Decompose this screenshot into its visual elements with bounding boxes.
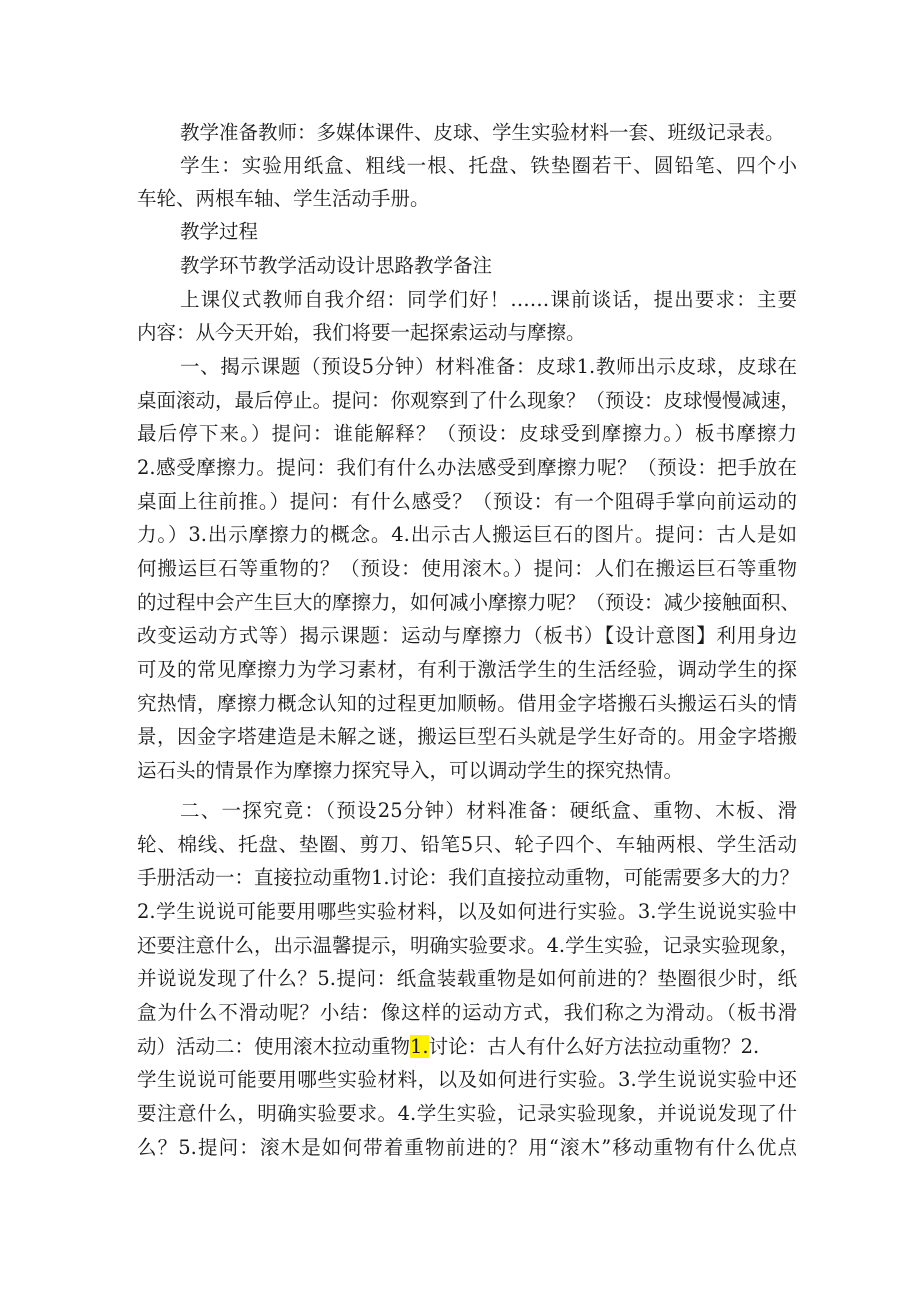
text-line: 么？5.提问：滚木是如何带着重物前进的？用“滚木”移动重物有什么优点 — [137, 1136, 797, 1159]
text-line: 并说说发现了什么？5.提问：纸盒装载重物是如何前进的？垫圈很少时，纸 — [137, 967, 797, 990]
highlighted-marker: 1. — [410, 1035, 429, 1058]
text-line: 内容：从今天开始，我们将要一起探索运动与摩擦。 — [137, 321, 586, 344]
text-line: 力。）3.出示摩擦力的概念。4.出示古人搬运巨石的图片。提问：古人是如 — [137, 523, 797, 546]
text-line: 景，因金字塔建造是未解之谜，搬运巨型石头就是学生好奇的。用金字塔搬 — [137, 725, 797, 748]
text-line: 究热情，摩擦力概念认知的过程更加顺畅。借用金字塔搬石头搬运石头的情 — [137, 692, 797, 715]
text-line: 学生说说可能要用哪些实验材料，以及如何进行实验。3.学生说说实验中还 — [137, 1068, 797, 1091]
text-segment: 动）活动二：使用滚木拉动重物 — [137, 1035, 411, 1058]
section-heading: 教学过程 — [180, 220, 259, 243]
text-line: 教学准备教师：多媒体课件、皮球、学生实验材料一套、班级记录表。 — [180, 121, 785, 144]
text-line: 还要注意什么，出示温馨提示，明确实验要求。4.学生实验，记录实验现象， — [137, 934, 800, 957]
text-segment: 讨论：古人有什么好方法拉动重物？2. — [428, 1035, 760, 1058]
text-line: 运石头的情景作为摩擦力探究导入，可以调动学生的探究热情。 — [137, 759, 684, 782]
text-line: 2.感受摩擦力。提问：我们有什么办法感受到摩擦力呢？（预设：把手放在 — [137, 456, 797, 479]
text-line — [137, 1031, 797, 1063]
text-line: 上课仪式教师自我介绍：同学们好！……课前谈话，提出要求：主要 — [180, 288, 797, 311]
text-line: 2.学生说说可能要用哪些实验材料，以及如何进行实验。3.学生说说实验中 — [137, 900, 797, 923]
text-line: 要注意什么，明确实验要求。4.学生实验，记录实验现象，并说说发现了什 — [137, 1102, 797, 1125]
text-line: 一、揭示课题（预设5分钟）材料准备：皮球1.教师出示皮球，皮球在 — [180, 355, 797, 378]
text-line: 二、一探究竟：（预设25分钟）材料准备：硬纸盒、重物、木板、滑 — [180, 799, 797, 822]
text-line: 手册活动一：直接拉动重物1.讨论：我们直接拉动重物，可能需要多大的力？ — [137, 866, 800, 889]
text-line: 最后停下来。）提问：谁能解释？（预设：皮球受到摩擦力。）板书摩擦力 — [137, 422, 797, 445]
text-line: 桌面滚动，最后停止。提问：你观察到了什么现象？（预设：皮球慢慢减速， — [137, 389, 801, 412]
text-line: 学生：实验用纸盒、粗线一根、托盘、铁垫圈若干、圆铅笔、四个小 — [180, 154, 797, 177]
text-line: 盒为什么不滑动呢？小结：像这样的运动方式，我们称之为滑动。（板书滑 — [137, 1001, 797, 1024]
text-line: 改变运动方式等）揭示课题：运动与摩擦力（板书）【设计意图】利用身边 — [137, 624, 797, 647]
text-line: 的过程中会产生巨大的摩擦力，如何减小摩擦力呢？（预设：减少接触面积、 — [137, 591, 801, 614]
text-line: 轮、棉线、托盘、垫圈、剪刀、铅笔5只、轮子四个、车轴两根、学生活动 — [137, 833, 797, 856]
text-line: 可及的常见摩擦力为学习素材，有利于激活学生的生活经验，调动学生的探 — [137, 658, 797, 681]
text-line: 桌面上往前推。）提问：有什么感受？（预设：有一个阻碍手掌向前运动的 — [137, 490, 797, 513]
text-line: 车轮、两根车轴、学生活动手册。 — [137, 187, 430, 210]
text-line: 何搬运巨石等重物的？（预设：使用滚木。）提问：人们在搬运巨石等重物 — [137, 557, 797, 580]
table-header-line: 教学环节教学活动设计思路教学备注 — [180, 254, 493, 277]
